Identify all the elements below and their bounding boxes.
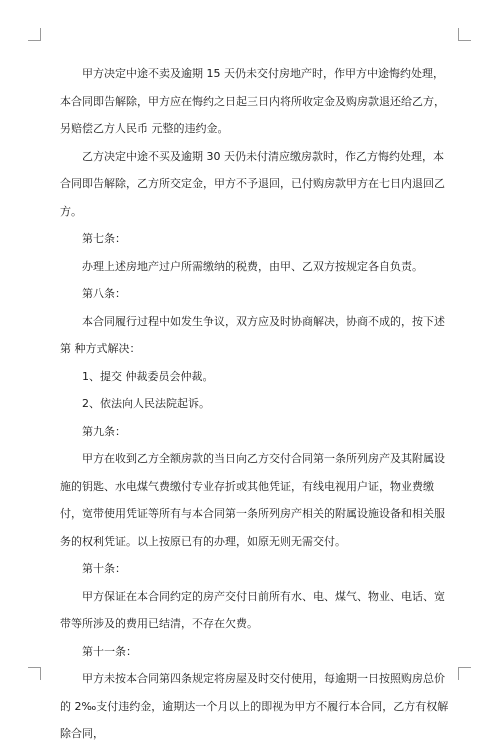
article-9-heading: 第九条： [82, 424, 126, 438]
article-8-option-2: 2、依法向人民法院起诉。 [82, 397, 210, 410]
crop-mark-top-right [458, 28, 471, 41]
crop-mark-top-left [28, 28, 41, 41]
article-8-option-1: 1、提交 仲裁委员会仲裁。 [82, 369, 214, 383]
article-10-heading: 第十条： [82, 562, 126, 575]
article-7-heading: 第七条： [82, 232, 126, 245]
article-10-text: 甲方保证在本合同约定的房产交付日前所有水、电、煤气、物业、电话、宽带等所涉及的费用已结清，不存在欠费。 [60, 589, 445, 630]
paragraph-buyer-breach: 乙方决定中途不买及逾期 30 天仍未付清应缴房款时，作乙方悔约处理，本合同即告解除，乙方所交定金，甲方不予退回，已付购房款甲方在七日内退回乙方。 [60, 149, 445, 218]
crop-mark-bottom-right [458, 667, 471, 680]
article-7-text: 办理上述房地产过户所需缴纳的税费，由甲、乙双方按规定各自负责。 [82, 259, 423, 273]
article-8-heading: 第八条： [82, 287, 126, 300]
article-8-text: 本合同履行过程中如发生争议，双方应及时协商解决，协商不成的，按下述第 种方式解决： [60, 314, 445, 355]
article-11-heading: 第十一条： [82, 644, 137, 658]
article-11-text: 甲方未按本合同第四条规定将房屋及时交付使用，每逾期一日按照购房总价的 2‰支付违约金，逾期达一个月以上的即视为甲方不履行本合同，乙方有权解除合同， [60, 672, 449, 740]
article-9-text: 甲方在收到乙方全额房款的当日向乙方交付合同第一条所列房产及其附属设施的钥匙、水电煤气费缴付专业存折或其他凭证，有线电视用户证，物业费缴付，宽带使用凭证等所有与本合同第一条所列房产相关的附属设施设备和相关服务的权利凭证。以上按原已有的办理，如原无则无需交付。 [60, 452, 445, 548]
crop-mark-bottom-left [28, 667, 41, 680]
paragraph-seller-breach: 甲方决定中途不卖及逾期 15 天仍未交付房地产时，作甲方中途悔约处理，本合同即告解除，甲方应在悔约之日起三日内将所收定金及购房款退还给乙方，另赔偿乙方人民币 元整的违约金。 [60, 67, 445, 135]
document-body [60, 60, 450, 748]
